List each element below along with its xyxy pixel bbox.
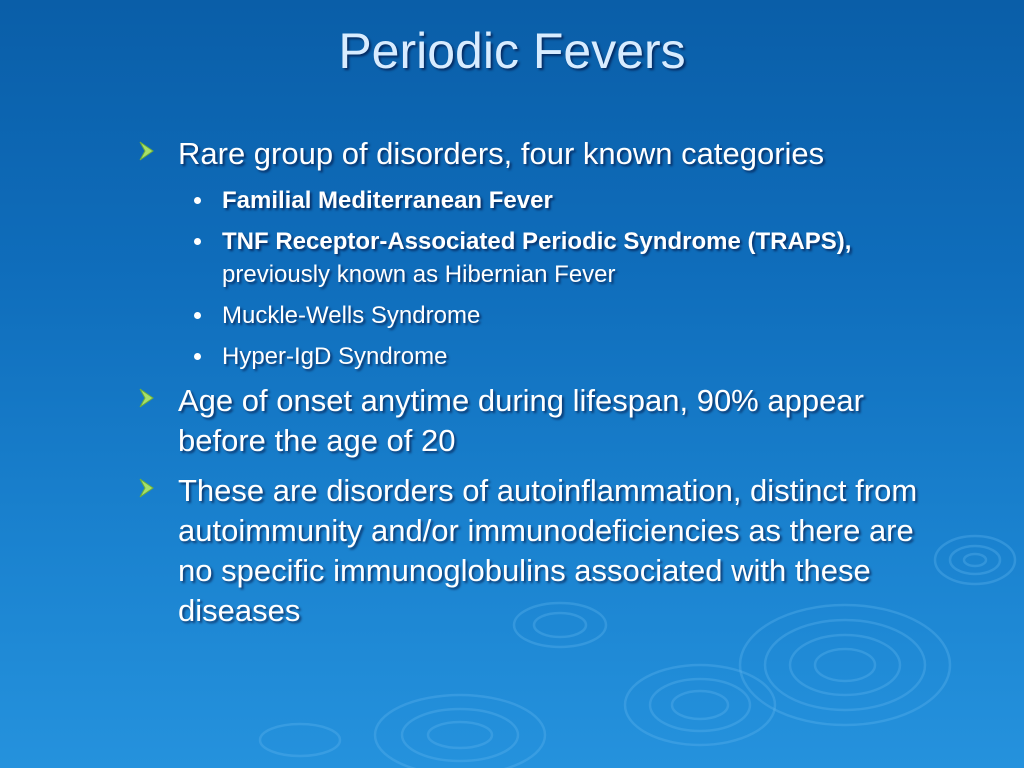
bullet-item: [138, 471, 918, 631]
dot-icon: [194, 238, 201, 245]
bullet-list: [138, 134, 918, 641]
chevron-right-icon: [138, 477, 158, 499]
sub-bullet-bold-text: TNF Receptor-Associated Periodic Syndrome (TRAPS),: [222, 228, 852, 255]
slide-title: Periodic Fevers: [338, 23, 686, 79]
bullet-item: [138, 381, 918, 461]
bullet-text: These are disorders of autoinflammation, distinct from autoimmunity and/or immunodeficiencies as there are no specific immunoglobulins associated with these diseases: [178, 473, 918, 628]
sub-bullet-text: previously known as Hibernian Fever: [222, 261, 616, 288]
chevron-right-icon: [138, 140, 158, 162]
dot-icon: [194, 353, 201, 360]
sub-bullet-text: Muckle-Wells Syndrome: [222, 302, 481, 329]
sub-bullet-item: [138, 184, 918, 217]
bullet-item: [138, 134, 918, 174]
sub-bullet-text: Hyper-IgD Syndrome: [222, 343, 448, 370]
bullet-text: Age of onset anytime during lifespan, 90% appear before the age of 20: [178, 383, 864, 458]
sub-bullet-item: [138, 225, 918, 291]
sub-bullet-list: [138, 184, 918, 373]
dot-icon: [194, 312, 201, 319]
bullet-text: Rare group of disorders, four known categories: [178, 136, 825, 171]
chevron-right-icon: [138, 387, 158, 409]
sub-bullet-item: [138, 340, 918, 373]
dot-icon: [194, 197, 201, 204]
sub-bullet-bold-text: Familial Mediterranean Fever: [222, 187, 553, 214]
sub-bullet-item: [138, 299, 918, 332]
